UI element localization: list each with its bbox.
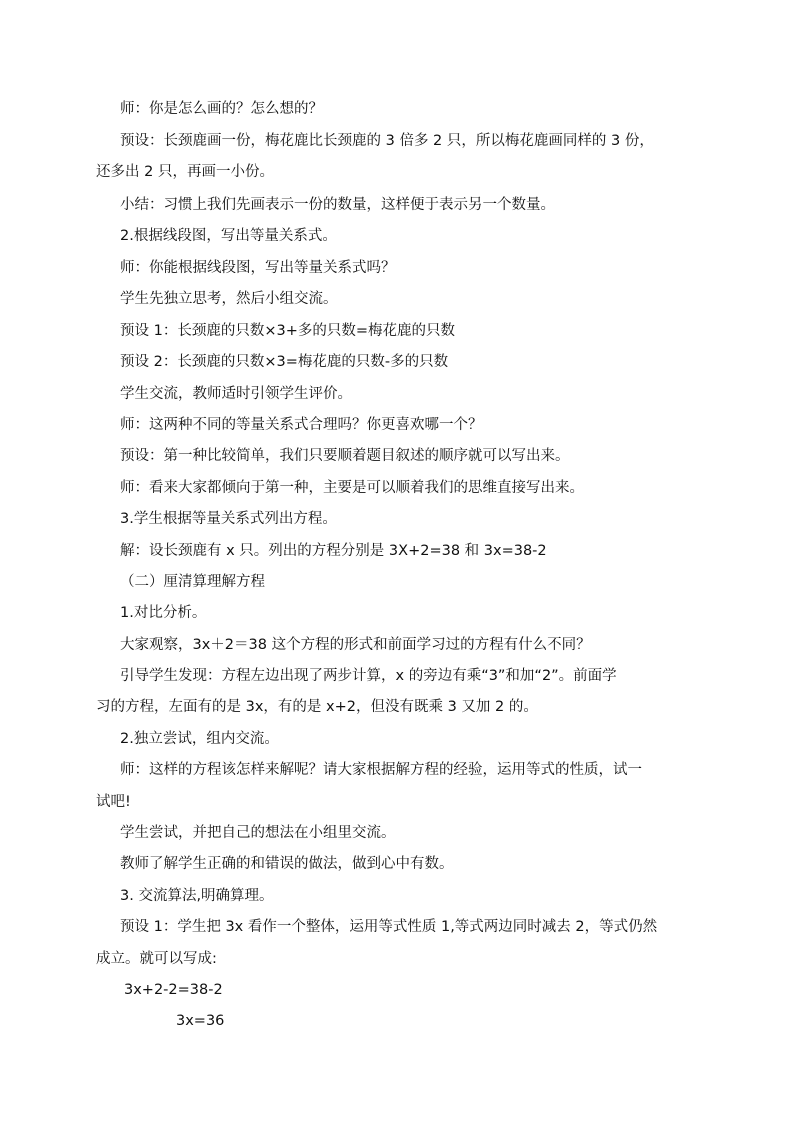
paragraph-line: 学生先独立思考，然后小组交流。 xyxy=(120,291,338,307)
paragraph-line: 学生尝试，并把自己的想法在小组里交流。 xyxy=(120,825,396,841)
paragraph-line: 师：这样的方程该怎样来解呢？请大家根据解方程的经验，运用等式的性质，试一 xyxy=(120,762,642,778)
paragraph-line: 学生交流，教师适时引领学生评价。 xyxy=(120,386,352,402)
paragraph-line: 预设 1：长颈鹿的只数×3+多的只数=梅花鹿的只数 xyxy=(120,323,456,339)
paragraph-line: 小结：习惯上我们先画表示一份的数量，这样便于表示另一个数量。 xyxy=(120,197,555,213)
equation-line: 3x=36 xyxy=(176,1013,225,1029)
paragraph-line: 预设：第一种比较简单，我们只要顺着题目叙述的顺序就可以写出来。 xyxy=(120,448,570,464)
paragraph-line: 3.学生根据等量关系式列出方程。 xyxy=(120,511,337,527)
paragraph-line: 1.对比分析。 xyxy=(120,605,207,621)
paragraph-line: 还多出 2 只，再画一小份。 xyxy=(96,164,274,180)
paragraph-line: 师：你能根据线段图，写出等量关系式吗？ xyxy=(120,260,396,276)
paragraph-line: 师：这两种不同的等量关系式合理吗？你更喜欢哪一个？ xyxy=(120,417,483,433)
paragraph-line: 大家观察，3x＋2＝38 这个方程的形式和前面学习过的方程有什么不同？ xyxy=(120,637,591,653)
paragraph-line: 2.根据线段图，写出等量关系式。 xyxy=(120,228,337,244)
paragraph-line: 解：设长颈鹿有 x 只。列出的方程分别是 3X+2=38 和 3x=38-2 xyxy=(120,543,547,559)
equation-line: 3x+2-2=38-2 xyxy=(124,982,223,998)
paragraph-line: 2.独立尝试，组内交流。 xyxy=(120,731,279,747)
paragraph-line: 师：看来大家都倾向于第一种，主要是可以顺着我们的思维直接写出来。 xyxy=(120,480,584,496)
paragraph-line: 预设：长颈鹿画一份，梅花鹿比长颈鹿的 3 倍多 2 只，所以梅花鹿画同样的 3 份， xyxy=(120,133,654,149)
paragraph-line: 预设 2：长颈鹿的只数×3=梅花鹿的只数-多的只数 xyxy=(120,354,449,370)
paragraph-line: 3. 交流算法,明确算理。 xyxy=(120,888,274,904)
paragraph-line: 成立。就可以写成: xyxy=(96,951,217,967)
paragraph-line: 习的方程，左面有的是 3x，有的是 x+2，但没有既乘 3 又加 2 的。 xyxy=(96,699,538,715)
paragraph-line: 教师了解学生正确的和错误的做法，做到心中有数。 xyxy=(120,856,454,872)
paragraph-line: 引导学生发现：方程左边出现了两步计算，x 的旁边有乘“3”和加“2”。前面学 xyxy=(120,668,617,684)
paragraph-line: 试吧! xyxy=(96,794,131,810)
paragraph-line: 师：你是怎么画的？怎么想的？ xyxy=(120,101,323,117)
paragraph-line: 预设 1：学生把 3x 看作一个整体，运用等式性质 1,等式两边同时减去 2，等式仍然 xyxy=(120,919,658,935)
section-heading: （二）厘清算理解方程 xyxy=(120,574,265,590)
